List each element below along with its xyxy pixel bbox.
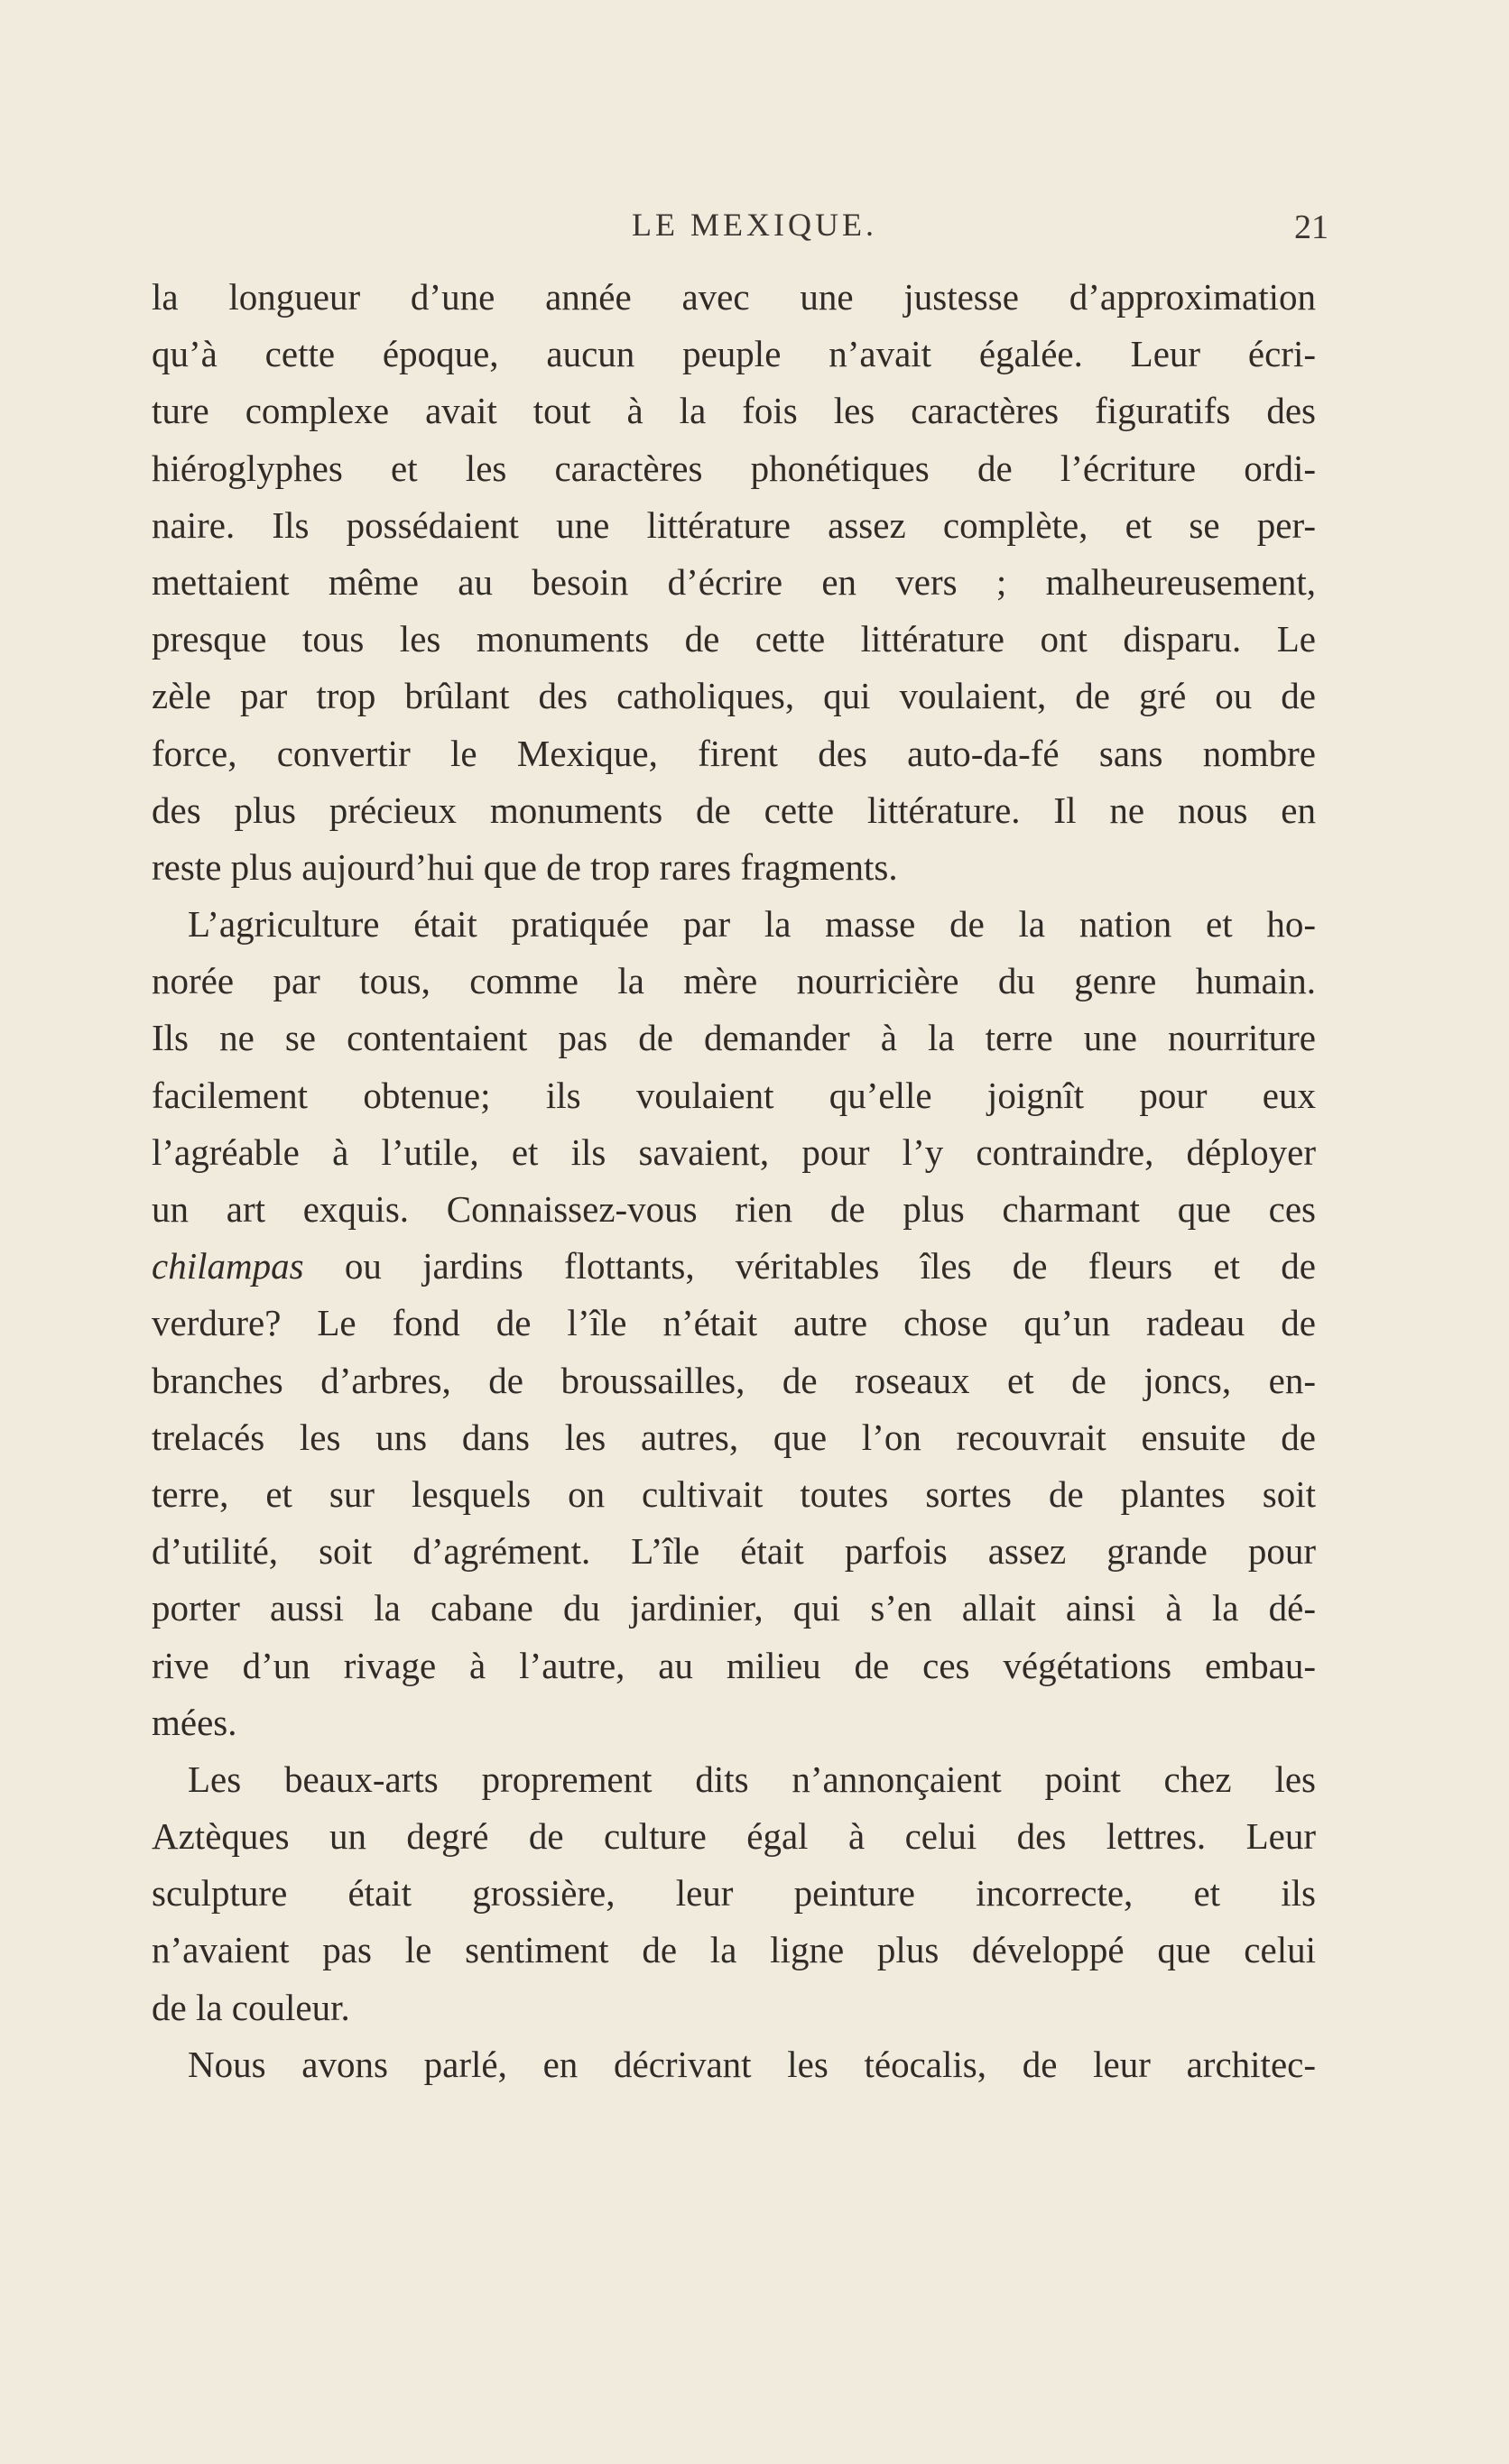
text-line: mettaient même au besoin d’écrire en vers ; malheureusement, [152, 560, 1316, 603]
page-number: 21 [1294, 208, 1328, 246]
text-line: un art exquis. Connaissez-vous rien de plus charmant que ces [152, 1188, 1316, 1230]
text-line: trelacés les uns dans les autres, que l’on recouvrait ensuite de [152, 1416, 1316, 1458]
text-line: force, convertir le Mexique, firent des auto-da-fé sans nombre [152, 732, 1316, 774]
text-line [152, 1238, 1316, 1295]
text-line: Nous avons parlé, en décrivant les téocalis, de leur architec- [188, 2043, 1316, 2085]
text-line: Aztèques un degré de culture égal à celui des lettres. Leur [152, 1815, 1316, 1858]
text-line: norée par tous, comme la mère nourricière du genre humain. [152, 960, 1316, 1002]
text-segment: ou jardins flottants, véritables îles de fleurs et de [303, 1245, 1316, 1287]
text-line: zèle par trop brûlant des catholiques, qui voulaient, de gré ou de [152, 675, 1316, 717]
text-line: sculpture était grossière, leur peinture incorrecte, et ils [152, 1872, 1316, 1915]
text-line: hiéroglyphes et les caractères phonétiques de l’écriture ordi- [152, 447, 1316, 489]
text-line: des plus précieux monuments de cette littérature. Il ne nous en [152, 789, 1316, 831]
page-header [0, 206, 1509, 260]
italic-term: chilampas [152, 1245, 304, 1287]
text-line: terre, et sur lesquels on cultivait toutes sortes de plantes soit [152, 1472, 1316, 1515]
text-line: Les beaux-arts proprement dits n’annonçaient point chez les [188, 1758, 1316, 1800]
text-line: branches d’arbres, de broussailles, de roseaux et de joncs, en- [152, 1359, 1316, 1401]
text-line: d’utilité, soit d’agrément. L’île était parfois assez grande pour [152, 1530, 1316, 1573]
text-line: l’agréable à l’utile, et ils savaient, pour l’y contraindre, déployer [152, 1130, 1316, 1173]
text-line: n’avaient pas le sentiment de la ligne plus développé que celui [152, 1929, 1316, 1971]
text-line: la longueur d’une année avec une justesse d’approximation [152, 276, 1316, 318]
text-line: naire. Ils possédaient une littérature assez complète, et se per- [152, 503, 1316, 546]
text-line: porter aussi la cabane du jardinier, qui s’en allait ainsi à la dé- [152, 1587, 1316, 1629]
text-line: L’agriculture était pratiquée par la masse de la nation et ho- [188, 903, 1316, 946]
running-title: LE MEXIQUE. [632, 207, 877, 243]
text-line: Ils ne se contentaient pas de demander à la terre une nourriture [152, 1017, 1316, 1059]
text-line: facilement obtenue; ils voulaient qu’elle joignît pour eux [152, 1074, 1316, 1116]
text-line: reste plus aujourd’hui que de trop rares fragments. [152, 845, 898, 888]
text-line: qu’à cette époque, aucun peuple n’avait égalée. Leur écri- [152, 333, 1316, 375]
text-line: de la couleur. [152, 1986, 350, 2028]
text-line: verdure? Le fond de l’île n’était autre chose qu’un radeau de [152, 1302, 1316, 1344]
text-line: ture complexe avait tout à la fois les caractères figuratifs des [152, 390, 1316, 432]
text-line: rive d’un rivage à l’autre, au milieu de ces végétations embau- [152, 1644, 1316, 1686]
text-line: mées. [152, 1701, 237, 1743]
body-text [152, 269, 1316, 2093]
text-line: presque tous les monuments de cette littérature ont disparu. Le [152, 618, 1316, 660]
